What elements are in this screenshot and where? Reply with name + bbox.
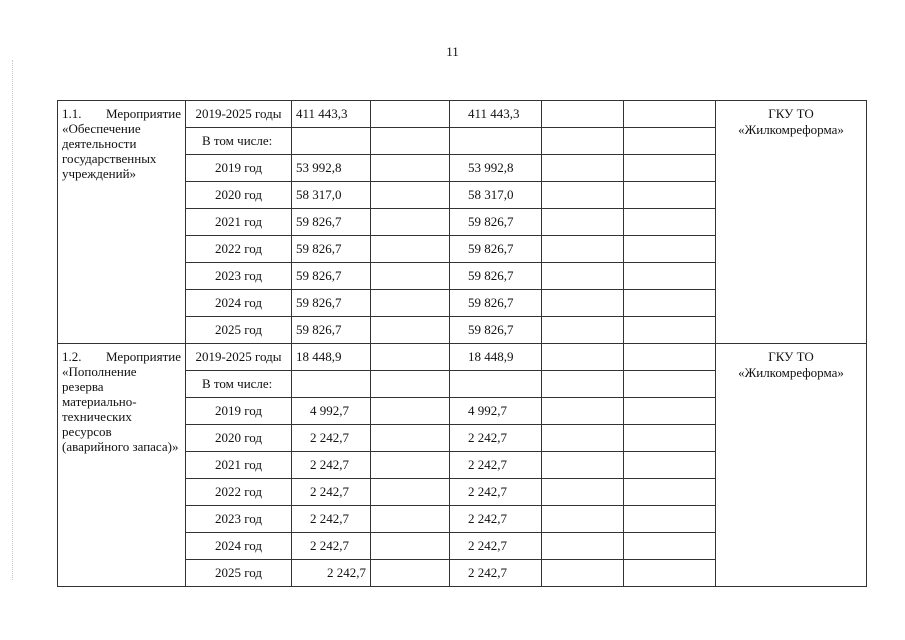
amount-cell <box>542 371 624 398</box>
amount-cell <box>624 155 716 182</box>
regional-budget-cell <box>450 128 542 155</box>
amount-cell <box>371 425 450 452</box>
amount-cell <box>371 371 450 398</box>
amount-cell <box>371 128 450 155</box>
regional-budget-cell: 59 826,7 <box>450 317 542 344</box>
regional-budget-cell: 59 826,7 <box>450 290 542 317</box>
regional-budget-cell: 2 242,7 <box>450 533 542 560</box>
amount-cell <box>624 344 716 371</box>
regional-budget-cell: 2 242,7 <box>450 452 542 479</box>
amount-cell <box>624 425 716 452</box>
amount-cell <box>542 101 624 128</box>
amount-cell <box>542 398 624 425</box>
period-cell: 2021 год <box>186 209 292 236</box>
page-number: 11 <box>446 44 459 59</box>
total-amount-cell: 59 826,7 <box>292 209 371 236</box>
period-cell: 2019-2025 годы <box>186 101 292 128</box>
total-amount-cell: 2 242,7 <box>292 425 371 452</box>
regional-budget-cell: 2 242,7 <box>450 425 542 452</box>
amount-cell <box>542 479 624 506</box>
total-amount-cell: 59 826,7 <box>292 290 371 317</box>
amount-cell <box>371 533 450 560</box>
event-title-cell <box>58 344 186 587</box>
amount-cell <box>624 263 716 290</box>
amount-cell <box>371 452 450 479</box>
amount-cell <box>542 236 624 263</box>
funding-table <box>57 100 867 587</box>
amount-cell <box>624 533 716 560</box>
period-cell: 2020 год <box>186 182 292 209</box>
table-body <box>58 101 867 587</box>
amount-cell <box>542 506 624 533</box>
period-cell: 2020 год <box>186 425 292 452</box>
event-title: «Обеспечение деятельности государственных учреждений» <box>62 121 157 181</box>
period-cell: 2024 год <box>186 290 292 317</box>
period-cell: 2022 год <box>186 479 292 506</box>
amount-cell <box>371 155 450 182</box>
amount-cell <box>624 128 716 155</box>
amount-cell <box>371 344 450 371</box>
period-cell: 2019 год <box>186 155 292 182</box>
amount-cell <box>624 452 716 479</box>
regional-budget-cell: 411 443,3 <box>450 101 542 128</box>
amount-cell <box>542 560 624 587</box>
total-amount-cell: 4 992,7 <box>292 398 371 425</box>
event-heading-line <box>62 349 181 364</box>
table-row <box>58 344 867 371</box>
total-amount-cell: 2 242,7 <box>292 452 371 479</box>
period-cell: В том числе: <box>186 371 292 398</box>
regional-budget-cell: 18 448,9 <box>450 344 542 371</box>
regional-budget-cell: 59 826,7 <box>450 209 542 236</box>
period-cell: 2022 год <box>186 236 292 263</box>
total-amount-cell: 18 448,9 <box>292 344 371 371</box>
amount-cell <box>542 452 624 479</box>
period-cell: 2023 год <box>186 506 292 533</box>
margin-guide <box>12 60 13 580</box>
regional-budget-cell: 4 992,7 <box>450 398 542 425</box>
period-cell: 2021 год <box>186 452 292 479</box>
event-title: «Пополнение резерва материально-технических ресурсов (аварийного запаса)» <box>62 364 179 454</box>
period-cell: В том числе: <box>186 128 292 155</box>
period-cell: 2019-2025 годы <box>186 344 292 371</box>
total-amount-cell: 2 242,7 <box>292 479 371 506</box>
regional-budget-cell: 2 242,7 <box>450 479 542 506</box>
total-amount-cell: 53 992,8 <box>292 155 371 182</box>
total-amount-cell <box>292 128 371 155</box>
total-amount-cell <box>292 371 371 398</box>
regional-budget-cell: 2 242,7 <box>450 560 542 587</box>
amount-cell <box>542 155 624 182</box>
amount-cell <box>624 479 716 506</box>
amount-cell <box>624 398 716 425</box>
event-title-cell <box>58 101 186 344</box>
amount-cell <box>624 560 716 587</box>
amount-cell <box>542 209 624 236</box>
period-cell: 2024 год <box>186 533 292 560</box>
amount-cell <box>371 209 450 236</box>
amount-cell <box>542 533 624 560</box>
regional-budget-cell <box>450 371 542 398</box>
amount-cell <box>371 506 450 533</box>
amount-cell <box>371 479 450 506</box>
total-amount-cell: 2 242,7 <box>292 506 371 533</box>
total-amount-cell: 2 242,7 <box>292 533 371 560</box>
total-amount-cell: 59 826,7 <box>292 236 371 263</box>
amount-cell <box>371 263 450 290</box>
amount-cell <box>371 398 450 425</box>
amount-cell <box>542 290 624 317</box>
amount-cell <box>624 101 716 128</box>
amount-cell <box>624 182 716 209</box>
total-amount-cell: 411 443,3 <box>292 101 371 128</box>
period-cell: 2025 год <box>186 317 292 344</box>
total-amount-cell: 59 826,7 <box>292 263 371 290</box>
event-label-word: Мероприятие <box>106 349 181 364</box>
event-number: 1.1. <box>62 106 82 121</box>
amount-cell <box>371 290 450 317</box>
total-amount-cell: 59 826,7 <box>292 317 371 344</box>
amount-cell <box>371 182 450 209</box>
total-amount-cell: 2 242,7 <box>292 560 371 587</box>
amount-cell <box>371 101 450 128</box>
amount-cell <box>542 317 624 344</box>
regional-budget-cell: 53 992,8 <box>450 155 542 182</box>
total-amount-cell: 58 317,0 <box>292 182 371 209</box>
period-cell: 2023 год <box>186 263 292 290</box>
amount-cell <box>371 317 450 344</box>
table-row <box>58 101 867 128</box>
executor-cell: ГКУ ТО «Жилкомреформа» <box>716 344 867 587</box>
period-cell: 2019 год <box>186 398 292 425</box>
amount-cell <box>624 371 716 398</box>
amount-cell <box>371 236 450 263</box>
amount-cell <box>624 236 716 263</box>
amount-cell <box>624 317 716 344</box>
executor-cell: ГКУ ТО «Жилкомреформа» <box>716 101 867 344</box>
amount-cell <box>624 209 716 236</box>
amount-cell <box>542 263 624 290</box>
regional-budget-cell: 58 317,0 <box>450 182 542 209</box>
period-cell: 2025 год <box>186 560 292 587</box>
regional-budget-cell: 59 826,7 <box>450 236 542 263</box>
amount-cell <box>542 128 624 155</box>
event-heading-line <box>62 106 181 121</box>
regional-budget-cell: 2 242,7 <box>450 506 542 533</box>
amount-cell <box>542 425 624 452</box>
amount-cell <box>624 506 716 533</box>
event-label-word: Мероприятие <box>106 106 181 121</box>
amount-cell <box>371 560 450 587</box>
amount-cell <box>542 182 624 209</box>
event-number: 1.2. <box>62 349 82 364</box>
regional-budget-cell: 59 826,7 <box>450 263 542 290</box>
amount-cell <box>542 344 624 371</box>
amount-cell <box>624 290 716 317</box>
